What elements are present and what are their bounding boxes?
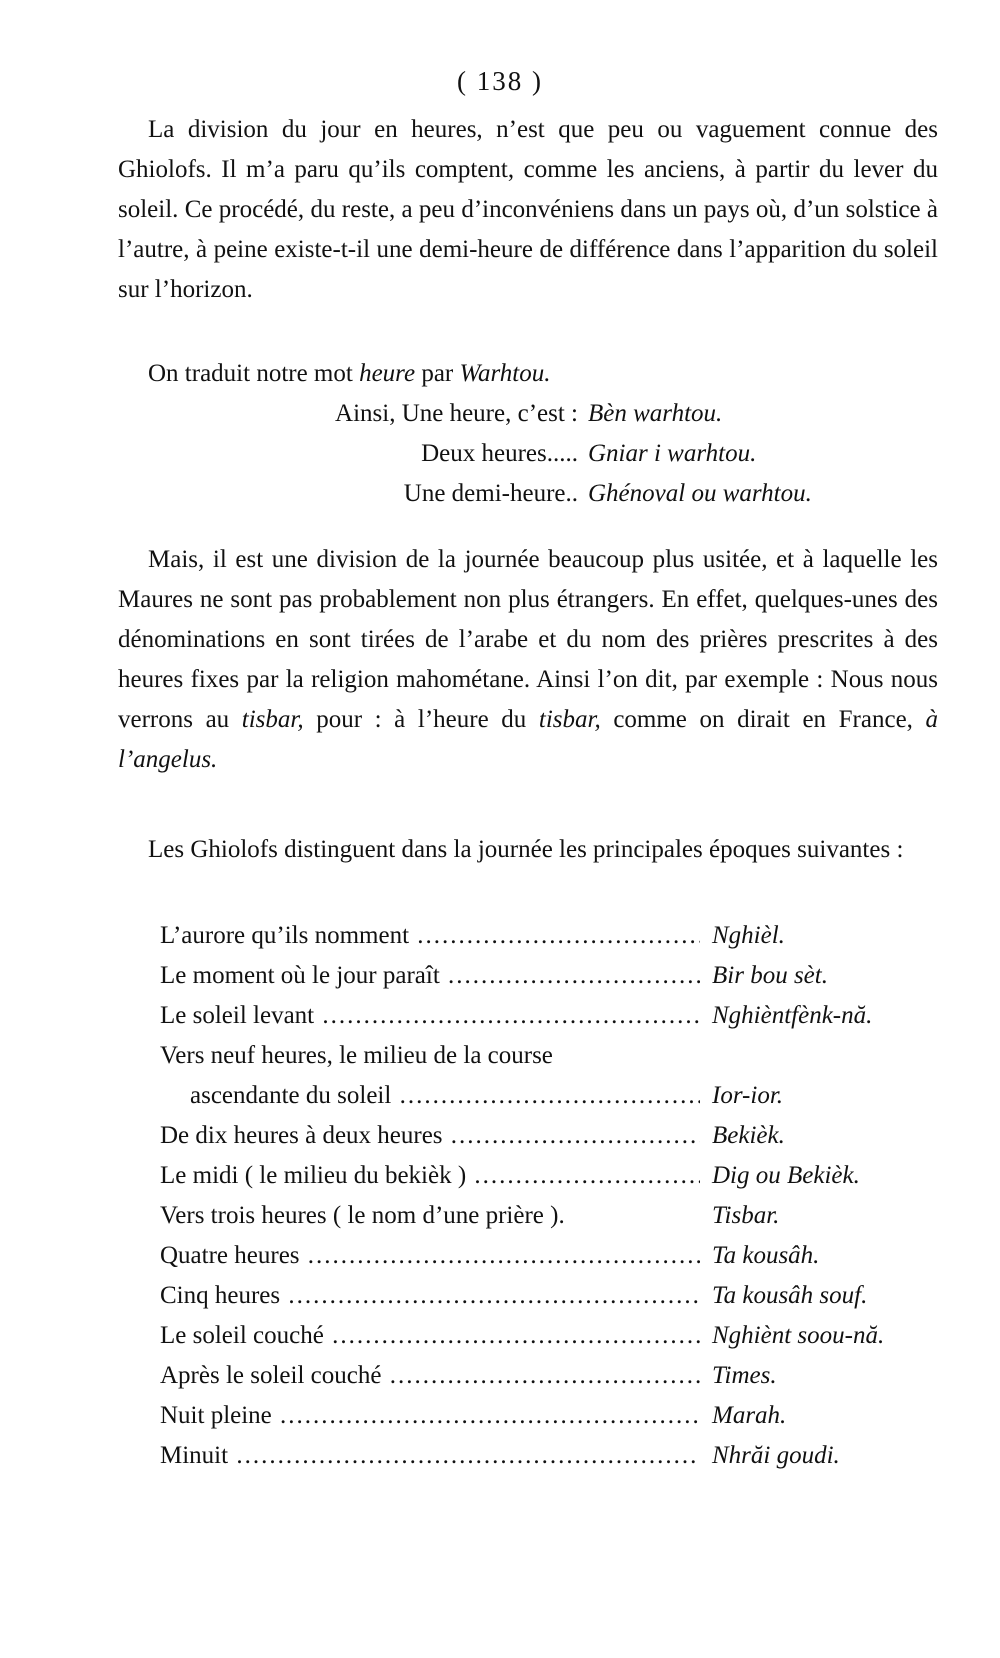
period-label: L’aurore qu’ils nomment ..... bbox=[160, 916, 700, 956]
period-term: Tisbar. bbox=[712, 1202, 780, 1229]
period-label: Minuit ..... bbox=[160, 1436, 700, 1476]
period-term: Nhrăi goudi. bbox=[712, 1442, 840, 1469]
period-row bbox=[160, 1356, 940, 1396]
translation-wolof: Gniar i warhtou. bbox=[588, 440, 757, 467]
paragraph-day-division bbox=[118, 110, 938, 310]
tisbar-term: tisbar, bbox=[241, 706, 304, 733]
period-label: Le moment où le jour paraît ..... bbox=[160, 956, 700, 996]
period-row bbox=[160, 1116, 940, 1156]
period-label: Vers neuf heures, le milieu de la course bbox=[160, 1042, 553, 1069]
period-row bbox=[160, 956, 940, 996]
translation-wolof: Bèn warhtou. bbox=[588, 400, 723, 427]
period-label: De dix heures à deux heures ..... bbox=[160, 1116, 700, 1156]
translation-wolof: Ghénoval ou warhtou. bbox=[588, 480, 812, 507]
paragraph-prayer-times bbox=[118, 540, 938, 780]
period-label: Cinq heures ..... bbox=[160, 1276, 700, 1316]
paragraph-epochs-intro bbox=[118, 830, 938, 870]
mot-word: heure bbox=[359, 360, 416, 387]
period-term: Ta kousâh. bbox=[712, 1242, 820, 1269]
period-row bbox=[160, 1436, 940, 1476]
tisbar-term: tisbar, bbox=[538, 706, 601, 733]
period-row bbox=[160, 1036, 940, 1076]
paragraph-text: Les Ghiolofs distinguent dans la journée les principales époques suivantes : bbox=[148, 836, 904, 863]
period-row bbox=[160, 996, 940, 1036]
period-label: Le soleil couché ..... bbox=[160, 1316, 700, 1356]
paragraph-text: La division du jour en heures, n’est que peu ou vaguement connue des Ghiolofs. Il m’a paru qu’ils comptent, comme les anciens, à partir du lever du soleil. Ce procédé, du reste, a peu d’inconvéniens dans un pays où, d’un solstice à l’autre, à peine existe-t-il une demi-heure de différence dans l’apparition du soleil sur l’horizon. bbox=[118, 116, 938, 303]
period-label: ascendante du soleil ..... bbox=[190, 1076, 700, 1116]
paragraph-text-part2: pour : à l’heure du bbox=[303, 706, 539, 733]
period-row bbox=[160, 1276, 940, 1316]
page-number: ( 138 ) bbox=[457, 66, 543, 96]
angelus-term: à l’angelus. bbox=[118, 706, 939, 773]
period-term: Nghièntfènk-nă. bbox=[712, 1002, 873, 1029]
period-row bbox=[160, 1316, 940, 1356]
period-term: Marah. bbox=[712, 1402, 787, 1429]
period-term: Times. bbox=[712, 1362, 777, 1389]
mot-prefix: On traduit notre mot bbox=[148, 360, 360, 387]
period-term: Ior-ior. bbox=[712, 1082, 784, 1109]
period-term: Nghièl. bbox=[712, 922, 785, 949]
hour-word-line bbox=[148, 354, 551, 394]
period-label: Nuit pleine ..... bbox=[160, 1396, 700, 1436]
period-label: Le soleil levant ..... bbox=[160, 996, 700, 1036]
period-row bbox=[160, 1196, 940, 1236]
paragraph-text-part1: Mais, il est une division de la journée beaucoup plus usitée, et à laquelle les Maures ne sont pas probablement non plus étrangers. En effet, quelques-unes des dénominations en sont tirées de l’arabe et du nom des prières prescrites à des heures fixes par la religion mahométane. Ainsi l’on dit, par exemple : Nous nous verrons au bbox=[118, 546, 938, 733]
translation-french: Une demi-heure.. bbox=[403, 480, 578, 507]
translation-french: Deux heures..... bbox=[421, 440, 578, 467]
period-row bbox=[160, 1156, 940, 1196]
period-label: Quatre heures ..... bbox=[160, 1236, 700, 1276]
mot-translation: Warhtou. bbox=[459, 360, 551, 387]
translation-french: Ainsi, Une heure, c’est : bbox=[335, 400, 578, 427]
period-label: Vers trois heures ( le nom d’une prière ). bbox=[160, 1202, 565, 1229]
period-term: Bekièk. bbox=[712, 1122, 785, 1149]
period-row bbox=[160, 1236, 940, 1276]
period-row bbox=[160, 1076, 940, 1116]
period-label: Le midi ( le milieu du bekièk ) ..... bbox=[160, 1156, 700, 1196]
mot-middle: par bbox=[415, 360, 460, 387]
paragraph-text-part3: comme on dirait en France, bbox=[600, 706, 926, 733]
period-term: Dig ou Bekièk. bbox=[712, 1162, 860, 1189]
period-term: Ta kousâh souf. bbox=[712, 1282, 868, 1309]
period-term: Bir bou sèt. bbox=[712, 962, 828, 989]
period-term: Nghiènt soou-nă. bbox=[712, 1322, 885, 1349]
day-periods-list bbox=[160, 916, 940, 1476]
period-row bbox=[160, 1396, 940, 1436]
period-label: Après le soleil couché ..... bbox=[160, 1356, 700, 1396]
period-row bbox=[160, 916, 940, 956]
